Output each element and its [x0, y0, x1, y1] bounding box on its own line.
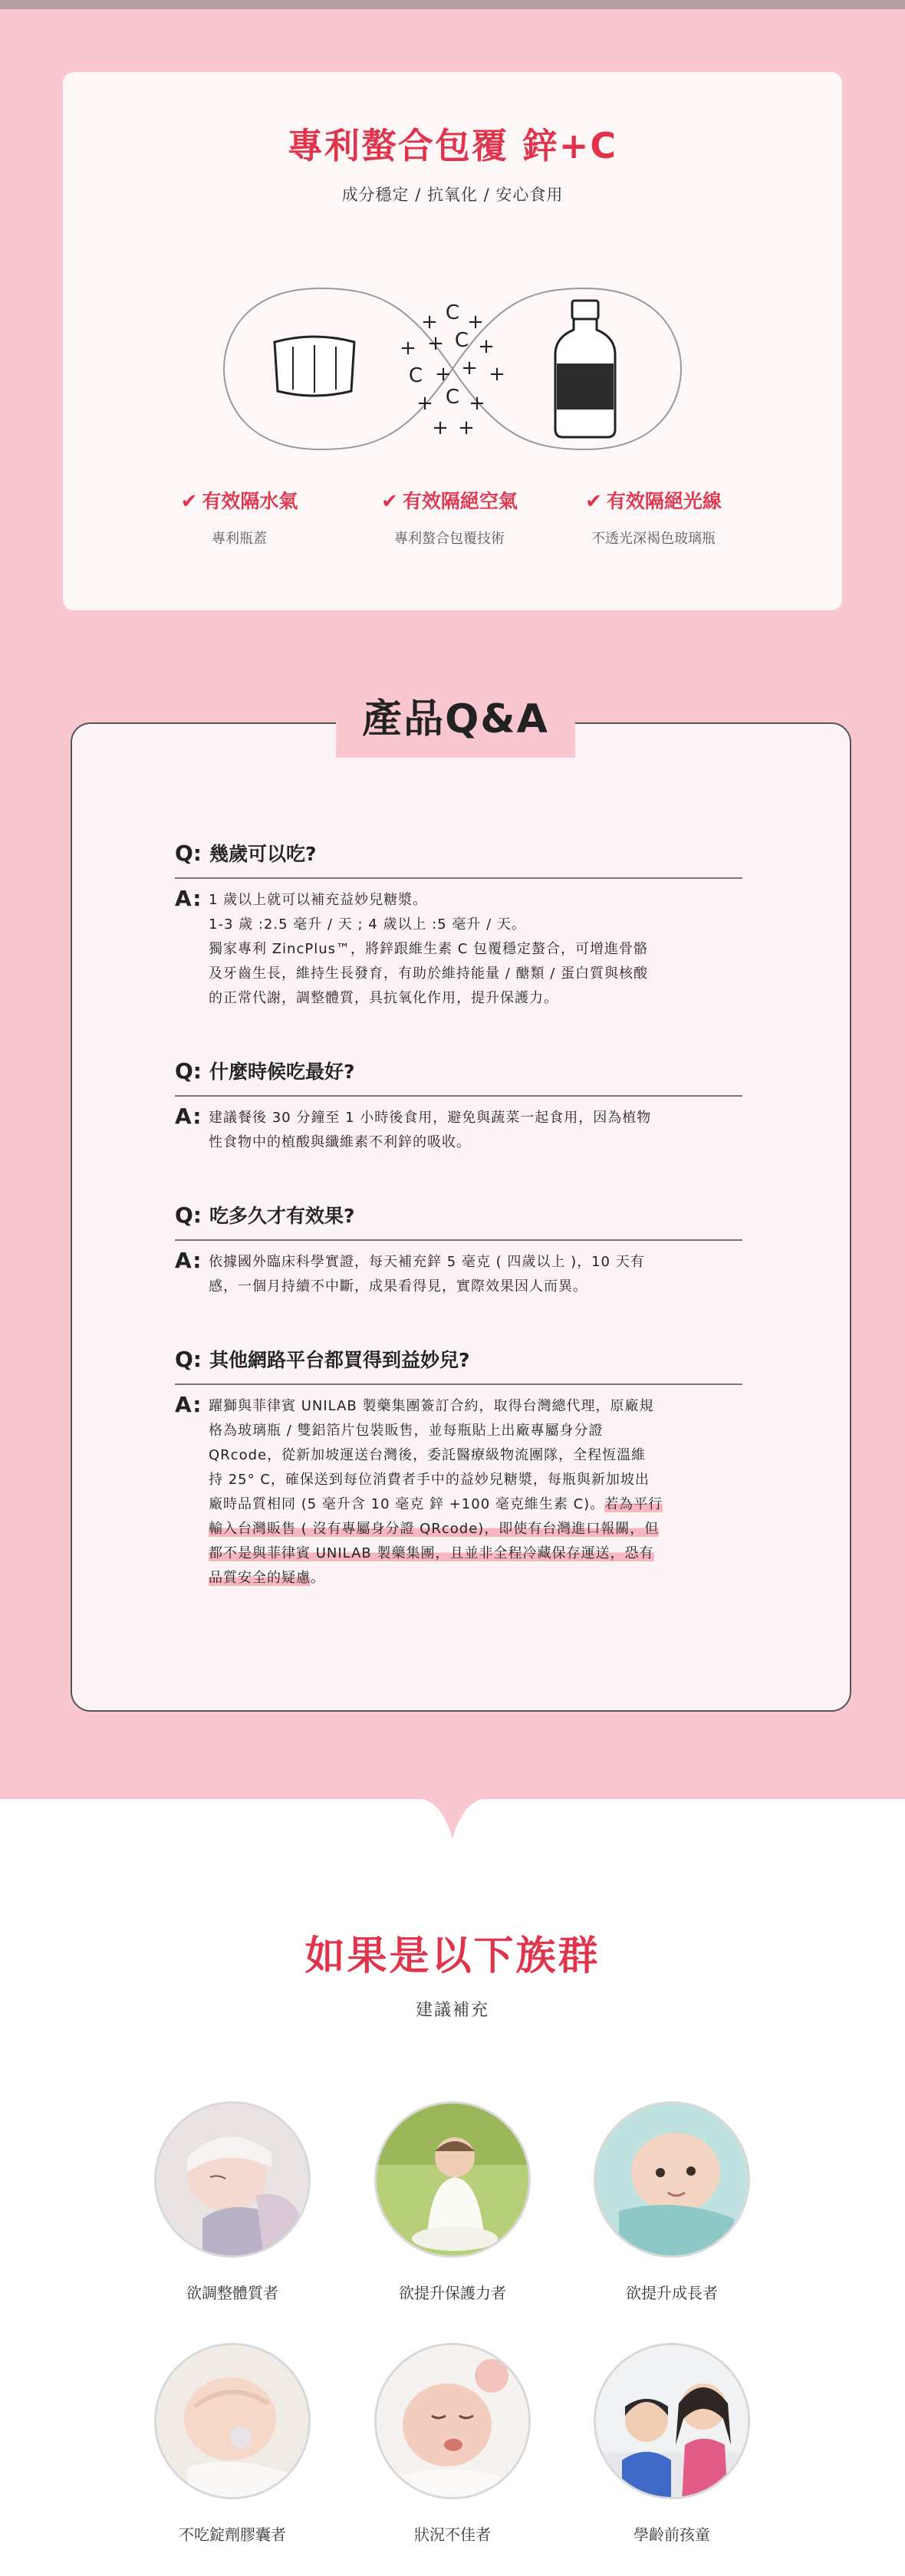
infant-on-blanket-photo	[594, 2101, 750, 2258]
answer: A: 建議餐後 30 分鐘至 1 小時後食用，避免與蔬菜一起食用，因為植物 性食物中的植酸與纖維素不利鋅的吸收。	[175, 1104, 652, 1150]
svg-text:+: +	[432, 416, 449, 439]
qa-item	[175, 1201, 742, 1299]
svg-text:+: +	[458, 416, 475, 439]
qa-item	[175, 839, 742, 1011]
svg-text:+: +	[400, 337, 416, 360]
top-bar	[0, 0, 905, 9]
bottle-cap-icon	[275, 337, 354, 396]
baby-with-pacifier-photo	[154, 2343, 311, 2499]
svg-text:+: +	[416, 392, 433, 415]
svg-text:+: +	[489, 363, 505, 386]
section-divider-notch	[423, 1799, 482, 1839]
check-icon: ✔	[180, 490, 198, 513]
question: Q: 其他網路平台都買得到益妙兒?	[175, 1345, 742, 1385]
glass-bottle-icon	[555, 301, 615, 437]
feature-light: ✔ 有效隔絕光線 不透光深褐色玻璃瓶	[585, 490, 722, 547]
svg-text:+: +	[467, 311, 484, 334]
question: Q: 幾歲可以吃?	[175, 839, 742, 879]
zinc-c-feature-card	[63, 72, 842, 610]
answer: A: 1 歲以上就可以補充益妙兒糖漿。 1-3 歲 :2.5 毫升 / 天 ; 4 歲以上 :5 毫升 / 天。 獨家專利 ZincPlus™，將鋅跟維生素 C 包覆穩定螯合，可增進骨骼 及牙齒生長，維持生長發育，有助於維持能量 / 醣類 / 蛋白質與核酸 的正常代謝，調整體質，具抗氧化作用，提升保護力。	[175, 886, 649, 1006]
highlight-warning: 若為平行	[604, 1496, 663, 1512]
qa-heading: 產品Q&A	[336, 681, 575, 758]
answer: A: 躍獅與菲律賓 UNILAB 製藥集團簽訂合約，取得台灣總代理，原廠規 格為玻璃瓶 / 雙鋁箔片包裝販售，並每瓶貼上出廠專屬身分證 QRcode，從新加坡運送台灣後，委託醫療級物流團隊，全程恆溫維 持 25° C，確保送到每位消費者手中的益妙兒糖漿，每瓶與新加坡出 廠時品質相同 (5 毫升含 10 毫克 鋅 +100 毫克維生素 C)。若為平行 輸入台灣販售 ( 沒有專屬身分證 QRcode)，即使有台灣進口報關，但 都不是與菲律賓 UNILAB 製藥集團，且並非全程冷藏保存運送，恐有 品質安全的疑慮。	[175, 1392, 663, 1586]
question: Q: 什麼時候吃最好?	[175, 1057, 742, 1097]
svg-text:+: +	[461, 357, 478, 380]
svg-text:+: +	[427, 332, 444, 355]
qa-item	[175, 1345, 742, 1591]
question: Q: 吃多久才有效果?	[175, 1201, 742, 1241]
sleeping-baby-photo	[154, 2101, 311, 2258]
group-item: 不吃錠劑膠囊者	[140, 2343, 324, 2545]
section-title: 專利螯合包覆 鋅+C	[287, 125, 618, 166]
feature-air: ✔ 有效隔絕空氣 專利螯合包覆技術	[381, 490, 518, 547]
svg-text:C: C	[445, 301, 460, 324]
groups-subtitle: 建議補充	[415, 2001, 489, 2020]
protection-illustration	[155, 273, 750, 465]
svg-text:+: +	[469, 392, 485, 415]
group-item: 欲調整體質者	[140, 2101, 324, 2303]
crying-baby-photo	[374, 2343, 531, 2499]
svg-text:+: +	[421, 311, 438, 334]
section-subtitle: 成分穩定 / 抗氧化 / 安心食用	[341, 186, 564, 204]
baby-on-grass-photo	[374, 2101, 531, 2258]
group-item: 狀況不佳者	[360, 2343, 545, 2545]
qa-item	[175, 1057, 742, 1155]
group-item: 欲提升保護力者	[360, 2101, 545, 2303]
svg-text:+: +	[478, 335, 495, 358]
answer: A: 依據國外臨床科學實證，每天補充鋅 5 毫克 ( 四歲以上 )，10 天有 感，一個月持續不中斷，成果看得見，實際效果因人而異。	[175, 1248, 645, 1295]
mother-and-child-photo	[594, 2343, 750, 2499]
check-icon: ✔	[585, 490, 602, 513]
svg-text:C: C	[408, 364, 423, 387]
svg-text:C: C	[454, 329, 469, 352]
groups-title: 如果是以下族群	[304, 1933, 601, 1979]
check-icon: ✔	[381, 490, 398, 513]
group-item: 欲提升成長者	[580, 2101, 764, 2303]
svg-text:C: C	[445, 386, 460, 409]
feature-moisture: ✔ 有效隔水氣 專利瓶蓋	[180, 490, 298, 547]
svg-text:+: +	[435, 363, 452, 386]
group-item: 學齡前孩童	[580, 2343, 764, 2545]
